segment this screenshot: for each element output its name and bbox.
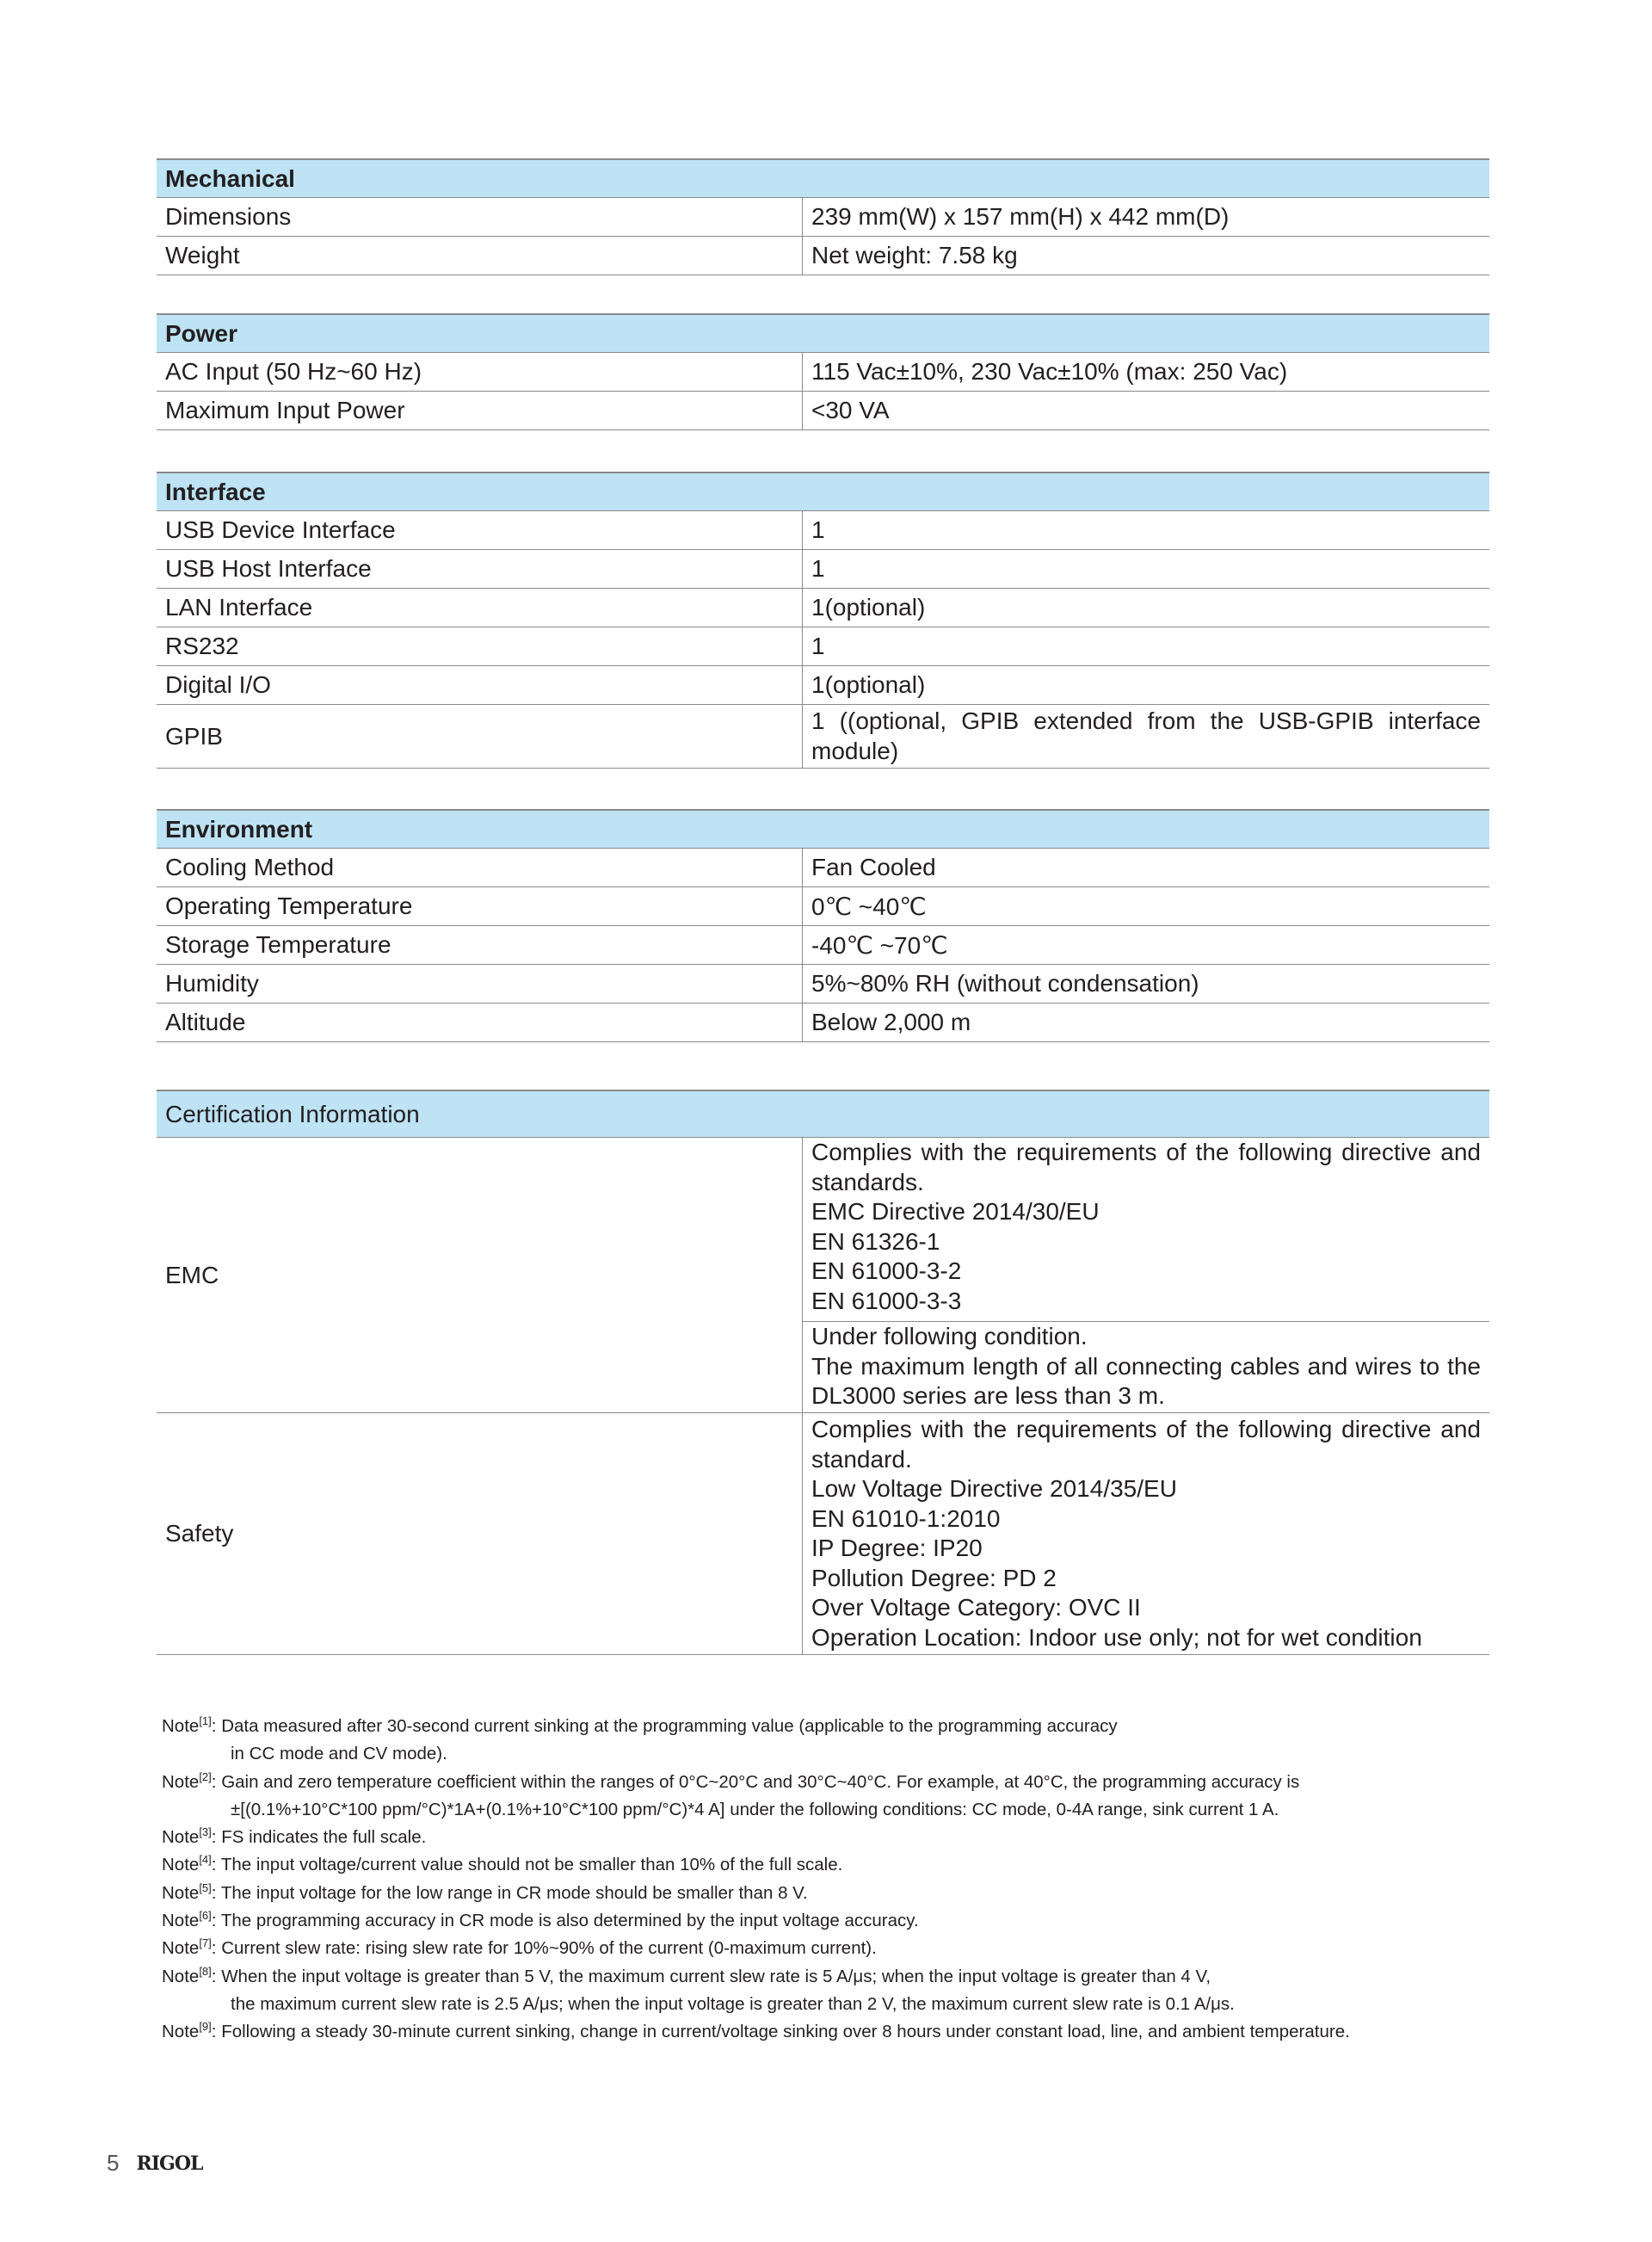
note-line: [162, 1880, 1350, 1907]
section-header: Certification Information: [157, 1091, 1489, 1138]
note-colon: :: [211, 1911, 221, 1931]
text-line: EN 61000-3-2: [811, 1257, 962, 1284]
table-row: [157, 887, 1489, 926]
section-header: Environment: [157, 811, 1489, 849]
row-label: Digital I/O: [157, 666, 803, 704]
row-value: 1(optional): [811, 594, 926, 621]
note-line: [162, 1713, 1350, 1740]
row-label: Safety: [157, 1413, 803, 1654]
text-line: EN 61000-3-3: [811, 1287, 962, 1314]
section-environment: [157, 809, 1489, 1042]
note-text: the maximum current slew rate is 2.5 A/μs; when the input voltage is greater than 2 V, the maximum current slew rate is 0.1 A/μs.: [231, 1993, 1235, 2014]
note-line: [162, 1935, 1350, 1962]
table-row: [157, 511, 1489, 550]
note-prefix: Note: [162, 1911, 200, 1931]
note-number: [8]: [199, 1964, 212, 1978]
certification-section: [157, 1090, 1489, 1655]
table-row: [157, 550, 1489, 589]
note-prefix: Note: [162, 1938, 200, 1959]
note-number: [9]: [199, 2020, 212, 2034]
row-value: 1: [811, 516, 825, 543]
note-number: [4]: [199, 1853, 212, 1867]
table-row: [157, 237, 1489, 275]
section-header: Power: [157, 315, 1489, 353]
text-line: Complies with the requirements of the following directive and standards.: [811, 1139, 1481, 1195]
brand-logo: RIGOL: [136, 2152, 203, 2175]
text-line: EN 61010-1:2010: [811, 1504, 1001, 1532]
text-line: Complies with the requirements of the following directive and standard.: [811, 1416, 1481, 1473]
section-power: [157, 313, 1489, 430]
note-text: Current slew rate: rising slew rate for 10%~90% of the current (0-maximum current).: [221, 1938, 877, 1959]
emc-standards: [803, 1138, 1489, 1322]
text-line: Operation Location: Indoor use only; not for wet condition: [811, 1623, 1422, 1651]
table-row: [157, 849, 1489, 887]
note-number: [2]: [199, 1770, 212, 1783]
section-interface: [157, 472, 1489, 769]
row-value: <30 VA: [811, 397, 890, 423]
table-row: [157, 198, 1489, 237]
note-number: [3]: [199, 1825, 212, 1839]
note-text: The input voltage/current value should not be smaller than 10% of the full scale.: [220, 1855, 843, 1875]
row-value: 1 ((optional, GPIB extended from the USB-GPIB interface module): [811, 707, 1481, 764]
row-value: 1: [811, 633, 825, 659]
table-row: [157, 705, 1489, 769]
row-label: Weight: [157, 237, 803, 275]
table-row: [157, 926, 1489, 965]
page-footer: [107, 2150, 202, 2177]
footnotes: [162, 1713, 1350, 2047]
row-value: Below 2,000 m: [811, 1009, 971, 1035]
table-row: [157, 627, 1489, 666]
row-label: LAN Interface: [157, 589, 803, 627]
section-mechanical: [157, 158, 1489, 275]
note-text: The programming accuracy in CR mode is also determined by the input voltage accuracy.: [220, 1911, 919, 1931]
note-line: [162, 1740, 1350, 1768]
note-colon: :: [211, 1771, 222, 1792]
note-number: [6]: [199, 1909, 212, 1923]
note-line: [162, 1824, 1350, 1851]
note-line: [162, 1851, 1350, 1879]
section-header: Interface: [157, 473, 1489, 511]
row-label: Operating Temperature: [157, 887, 803, 925]
note-colon: :: [211, 1966, 222, 1986]
note-text: When the input voltage is greater than 5 V, the maximum current slew rate is 5 A/μs; when the input voltage is greater than 4 V,: [221, 1966, 1211, 1986]
row-label: EMC: [157, 1138, 803, 1412]
row-label: Dimensions: [157, 198, 803, 236]
note-prefix: Note: [162, 2022, 200, 2042]
row-label: Maximum Input Power: [157, 392, 803, 429]
table-row-emc: [157, 1138, 1489, 1413]
note-colon: :: [211, 1827, 222, 1848]
safety-standards: [803, 1413, 1489, 1654]
table-row: [157, 589, 1489, 627]
note-number: [7]: [199, 1936, 212, 1950]
note-text: The input voltage for the low range in CR mode should be smaller than 8 V.: [220, 1882, 808, 1903]
text-line: The maximum length of all connecting cables and wires to the DL3000 series are less than 3 m.: [811, 1352, 1481, 1409]
note-prefix: Note: [162, 1855, 200, 1875]
note-line: [162, 1991, 1350, 2018]
note-colon: :: [211, 1716, 222, 1736]
row-value: Net weight: 7.58 kg: [811, 242, 1018, 269]
row-value: 1(optional): [811, 671, 926, 698]
row-value: 0℃ ~40℃: [811, 892, 927, 920]
row-value: Fan Cooled: [811, 854, 936, 880]
note-prefix: Note: [162, 1882, 200, 1903]
row-label: AC Input (50 Hz~60 Hz): [157, 353, 803, 391]
row-label: Storage Temperature: [157, 926, 803, 964]
row-value: 115 Vac±10%, 230 Vac±10% (max: 250 Vac): [811, 358, 1288, 385]
section-header: Mechanical: [157, 160, 1489, 198]
note-line: [162, 1769, 1350, 1796]
note-text: Data measured after 30-second current sinking at the programming value (applicable to the programming accuracy: [221, 1716, 1118, 1736]
text-line: IP Degree: IP20: [811, 1535, 983, 1561]
row-label: GPIB: [157, 705, 803, 768]
row-label: Cooling Method: [157, 849, 803, 886]
row-label: RS232: [157, 627, 803, 665]
row-value: 239 mm(W) x 157 mm(H) x 442 mm(D): [811, 203, 1230, 230]
note-colon: :: [211, 1855, 221, 1875]
table-row-safety: [157, 1413, 1489, 1655]
note-number: [5]: [199, 1881, 212, 1894]
note-line: [162, 2018, 1350, 2046]
row-value: -40℃ ~70℃: [811, 931, 948, 959]
text-line: Low Voltage Directive 2014/35/EU: [811, 1475, 1177, 1502]
row-value: 1: [811, 555, 825, 582]
text-line: Over Voltage Category: OVC II: [811, 1594, 1141, 1621]
note-prefix: Note: [162, 1827, 200, 1848]
note-line: [162, 1907, 1350, 1935]
note-text: FS indicates the full scale.: [221, 1827, 427, 1848]
note-text: Gain and zero temperature coefficient within the ranges of 0°C~20°C and 30°C~40°C. For example, at 40°C, the programming accuracy is: [221, 1771, 1300, 1792]
note-colon: :: [211, 1882, 221, 1903]
row-label: USB Host Interface: [157, 550, 803, 588]
row-label: Altitude: [157, 1004, 803, 1041]
text-line: Pollution Degree: PD 2: [811, 1564, 1057, 1591]
note-number: [1]: [199, 1714, 212, 1728]
text-line: Under following condition.: [811, 1323, 1088, 1350]
text-line: EN 61326-1: [811, 1227, 940, 1255]
emc-condition: [803, 1322, 1489, 1411]
page-number: 5: [107, 2150, 120, 2176]
row-value: 5%~80% RH (without condensation): [811, 970, 1199, 997]
note-colon: :: [211, 2022, 222, 2042]
note-text: ±[(0.1%+10°C*100 ppm/°C)*1A+(0.1%+10°C*100 ppm/°C)*4 A] under the following conditions: CC mode, 0-4A range, sink current 1 A.: [231, 1799, 1279, 1819]
note-colon: :: [211, 1938, 222, 1959]
note-prefix: Note: [162, 1966, 200, 1986]
note-prefix: Note: [162, 1771, 200, 1792]
note-line: [162, 1796, 1350, 1824]
note-text: in CC mode and CV mode).: [231, 1744, 447, 1764]
note-line: [162, 1963, 1350, 1991]
table-row: [157, 353, 1489, 392]
text-line: EMC Directive 2014/30/EU: [811, 1198, 1100, 1225]
table-row: [157, 392, 1489, 430]
table-row: [157, 965, 1489, 1004]
row-label: Humidity: [157, 965, 803, 1003]
note-prefix: Note: [162, 1716, 200, 1736]
note-text: Following a steady 30-minute current sinking, change in current/voltage sinking over 8 hours under constant load, line, and ambient temperature.: [221, 2022, 1350, 2042]
row-label: USB Device Interface: [157, 511, 803, 549]
table-row: [157, 666, 1489, 705]
table-row: [157, 1004, 1489, 1042]
